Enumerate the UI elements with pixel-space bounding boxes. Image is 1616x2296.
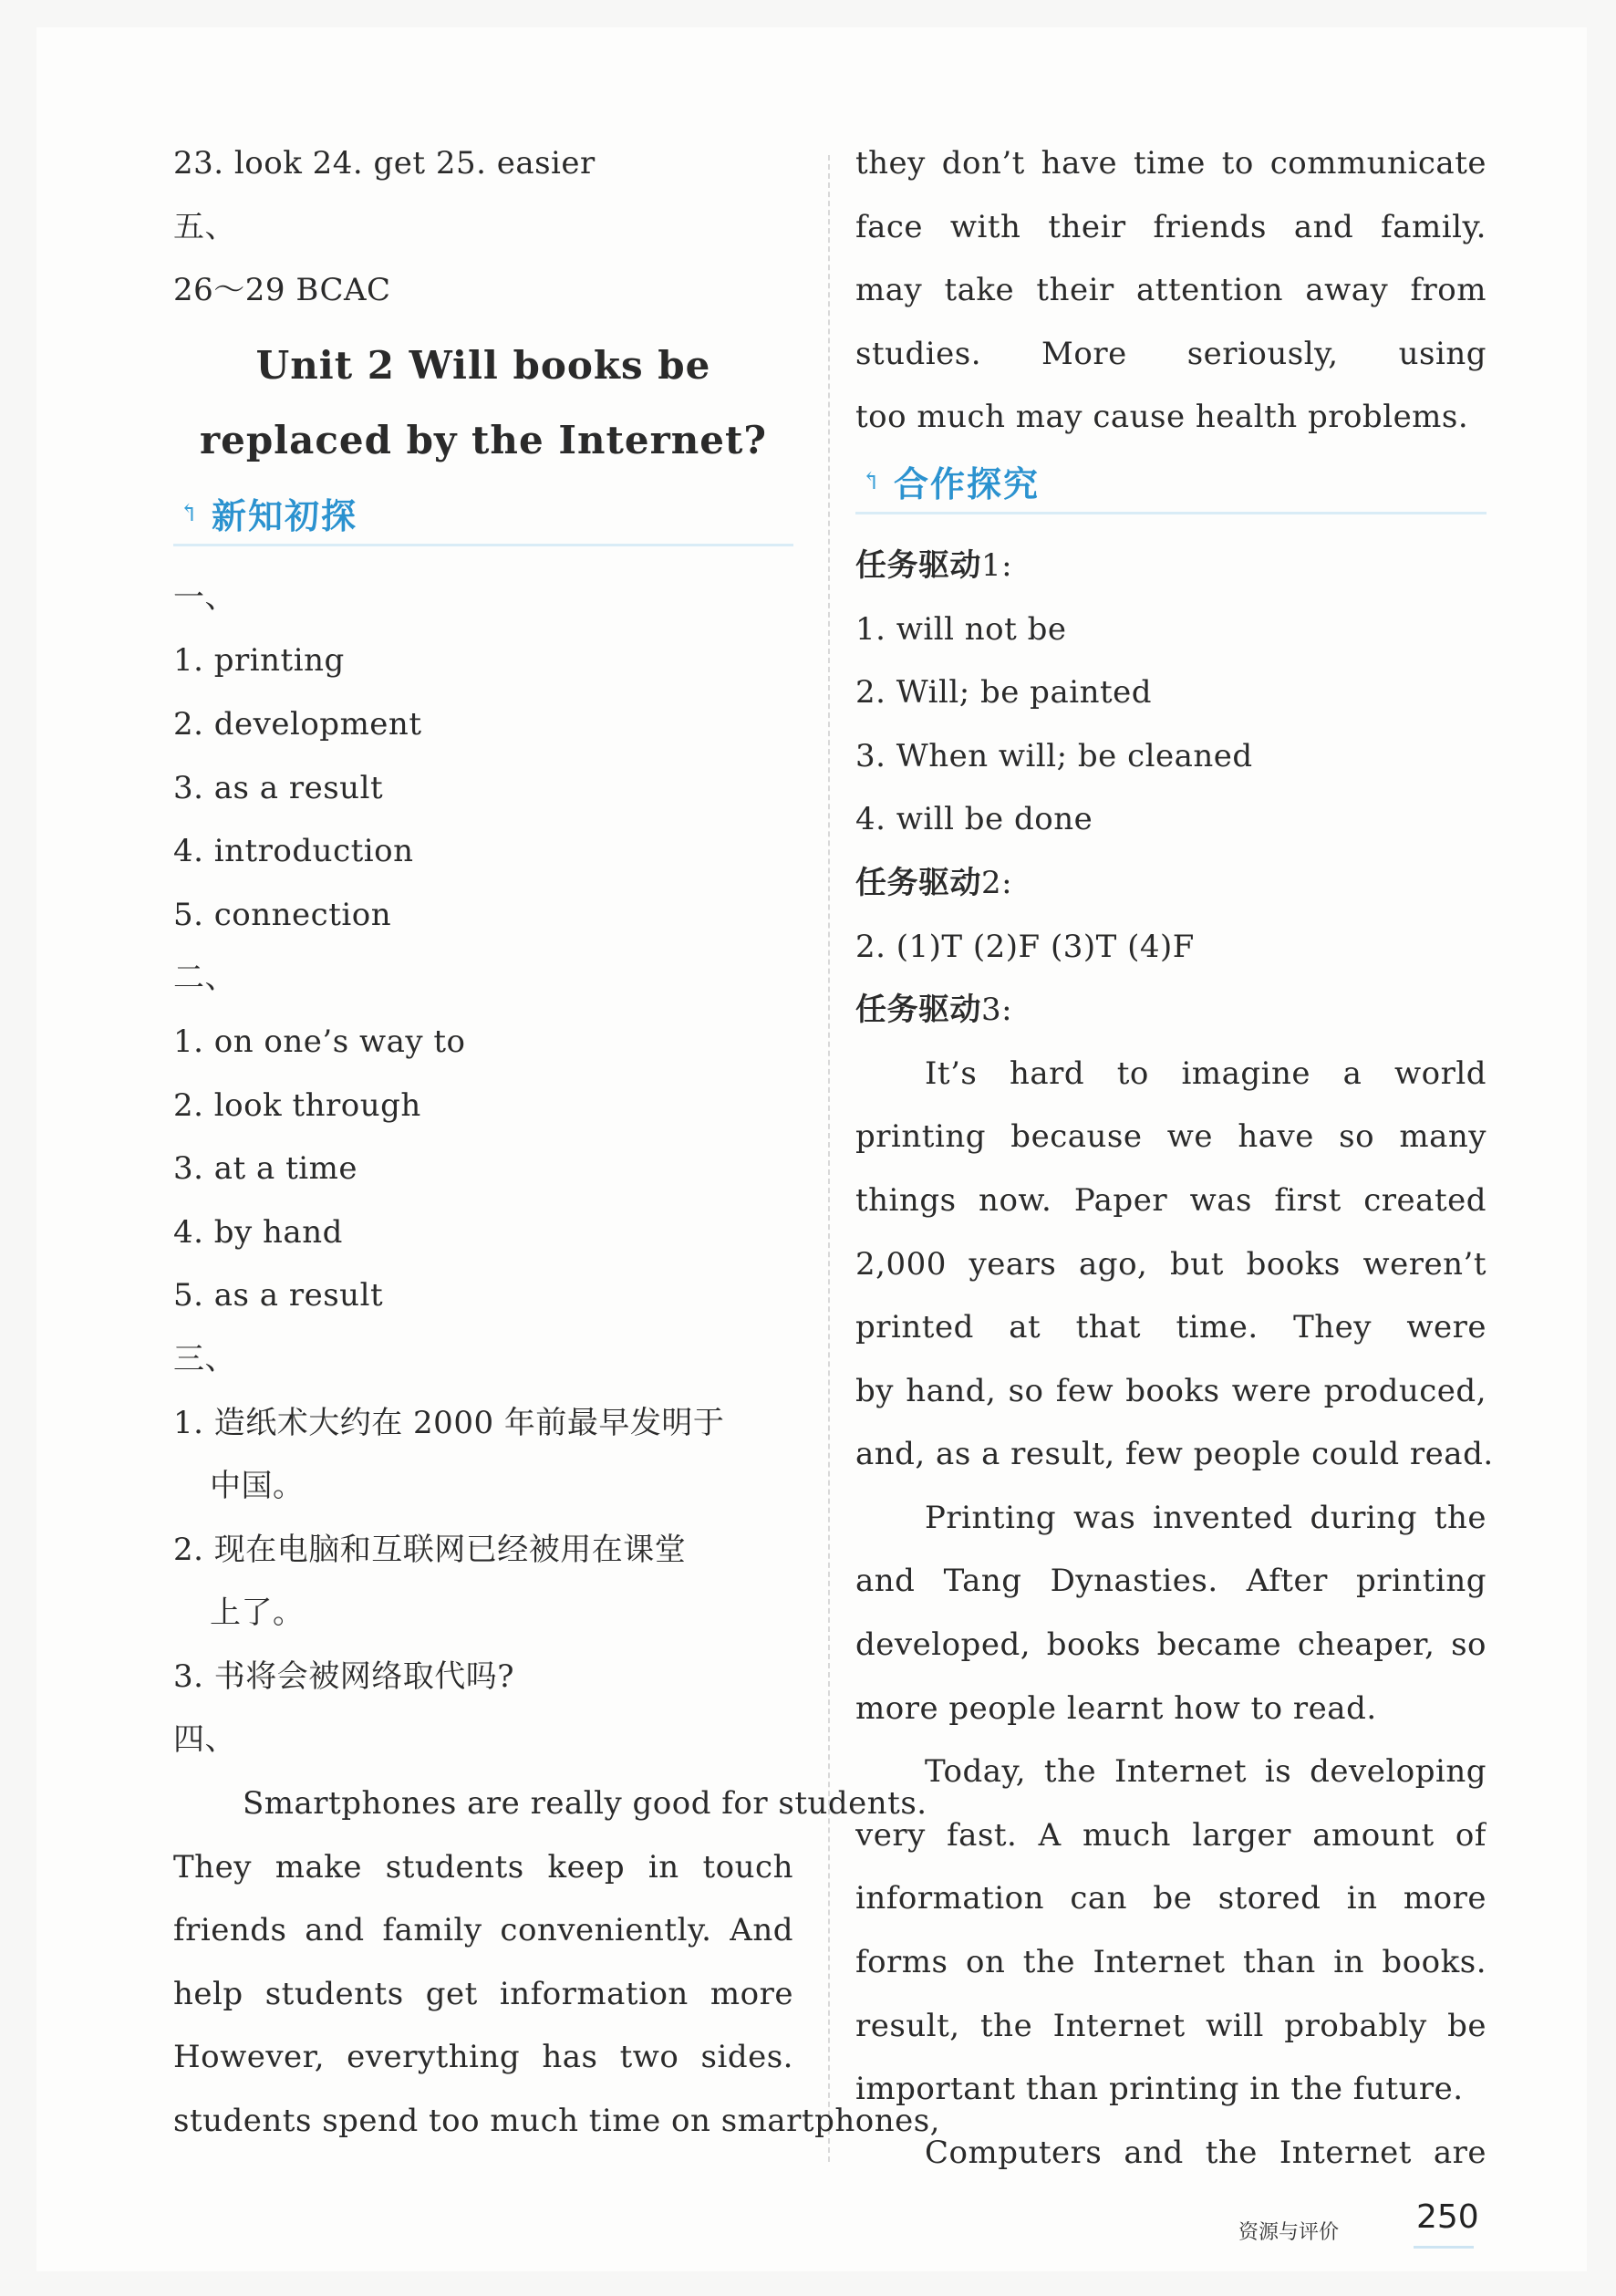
unit-title [173,328,793,478]
answer-line: 2. (1)T (2)F (3)T (4)F [855,928,1195,965]
part-heading: 四、 [173,1721,236,1759]
section-heading-cooperation: ↰ 合作探究 [855,452,1487,514]
essay-line: studies. More seriously, using [855,335,1487,372]
part-heading: 二、 [173,960,236,997]
answer-line: 2. Will; be painted [855,674,1153,712]
essay-line: printed at that time. They were [855,1309,1487,1346]
translation-line: 中国。 [210,1468,305,1505]
part-heading: 三、 [173,1340,236,1377]
essay-line: 2,000 years ago, but books weren’t [855,1245,1487,1283]
essay-line: may take their attention away from [855,272,1487,309]
essay-line: Printing was invented during the [925,1499,1487,1536]
essay-line: They make students keep in touch [173,1848,793,1886]
essay-line: face with their friends and family. [855,208,1487,245]
answer-line: 4. introduction [173,833,414,870]
essay-line: Computers and the Internet are [925,2134,1487,2171]
page-number: 250 [1416,2198,1479,2236]
essay-line: It’s hard to imagine a world [925,1054,1487,1092]
answer-line: 2. development [173,705,422,743]
page-number-underline [1414,2246,1474,2249]
essay-line: more people learnt how to read. [855,1689,1377,1727]
footer-label: 资源与评价 [1238,2221,1340,2244]
part-heading: 五、 [173,208,236,245]
section-marker-icon: ↰ [179,499,199,527]
answer-line: 4. will be done [855,801,1093,838]
essay-line: information can be stored in more [855,1880,1487,1917]
essay-line: However, everything has two sides. [173,2039,793,2076]
essay-line: forms on the Internet than in books. [855,1944,1487,1981]
answer-line: 3. When will; be cleaned [855,737,1253,774]
answer-line: 4. by hand [173,1213,343,1251]
translation-line: 3. 书将会被网络取代吗? [173,1657,514,1695]
answer-line: 5. as a result [173,1277,384,1314]
unit-title-line-1: Unit 2 Will books be [255,342,711,388]
essay-line: help students get information more [173,1975,793,2012]
essay-line: developed, books became cheaper, so [855,1626,1487,1664]
part-heading: 一、 [173,578,236,616]
translation-line: 上了。 [210,1595,305,1632]
section-marker-icon: ↰ [861,467,881,495]
essay-line: things now. Paper was first created [855,1181,1487,1219]
page [36,27,1587,2271]
section-heading-new-knowledge: ↰ 新知初探 [173,483,793,546]
task-heading-3: 任务驱动3: [855,992,1013,1029]
essay-line: too much may cause health problems. [855,399,1469,436]
task-heading-1: 任务驱动1: [855,546,1013,584]
answer-line: 1. printing [173,642,345,680]
unit-title-line-2: replaced by the Internet? [199,417,768,462]
essay-line: Today, the Internet is developing [925,1753,1487,1791]
right-column [855,132,1494,2185]
essay-line: students spend too much time on smartphones, [173,2103,940,2140]
answer-line: 3. at a time [173,1150,357,1188]
essay-line: by hand, so few books were produced, [855,1372,1487,1409]
essay-line: and Tang Dynasties. After printing [855,1563,1487,1600]
answer-line: 23. look 24. get 25. easier [173,145,596,182]
essay-line: they don’t have time to communicate [855,145,1487,182]
essay-line: Smartphones are really good for students. [243,1785,927,1823]
translation-line: 2. 现在电脑和互联网已经被用在课堂 [173,1531,687,1568]
translation-line: 1. 造纸术大约在 2000 年前最早发明于 [173,1404,725,1441]
essay-line: printing because we have so many [855,1118,1487,1156]
answer-line: 3. as a result [173,769,384,806]
page-footer [1238,2189,1512,2253]
essay-line: and, as a result, few people could read. [855,1436,1494,1473]
answer-line: 1. will not be [855,610,1067,648]
essay-line: result, the Internet will probably be [855,2007,1487,2044]
answer-line: 5. connection [173,896,392,933]
answer-line: 26～29 BCAC [173,272,391,309]
essay-line: very fast. A much larger amount of [855,1816,1487,1854]
essay-line: important than printing in the future. [855,2071,1464,2108]
essay-line: friends and family conveniently. And [173,1912,793,1949]
answer-line: 1. on one’s way to [173,1023,466,1060]
task-heading-2: 任务驱动2: [855,864,1013,901]
answer-line: 2. look through [173,1086,421,1124]
column-divider [828,155,830,2162]
